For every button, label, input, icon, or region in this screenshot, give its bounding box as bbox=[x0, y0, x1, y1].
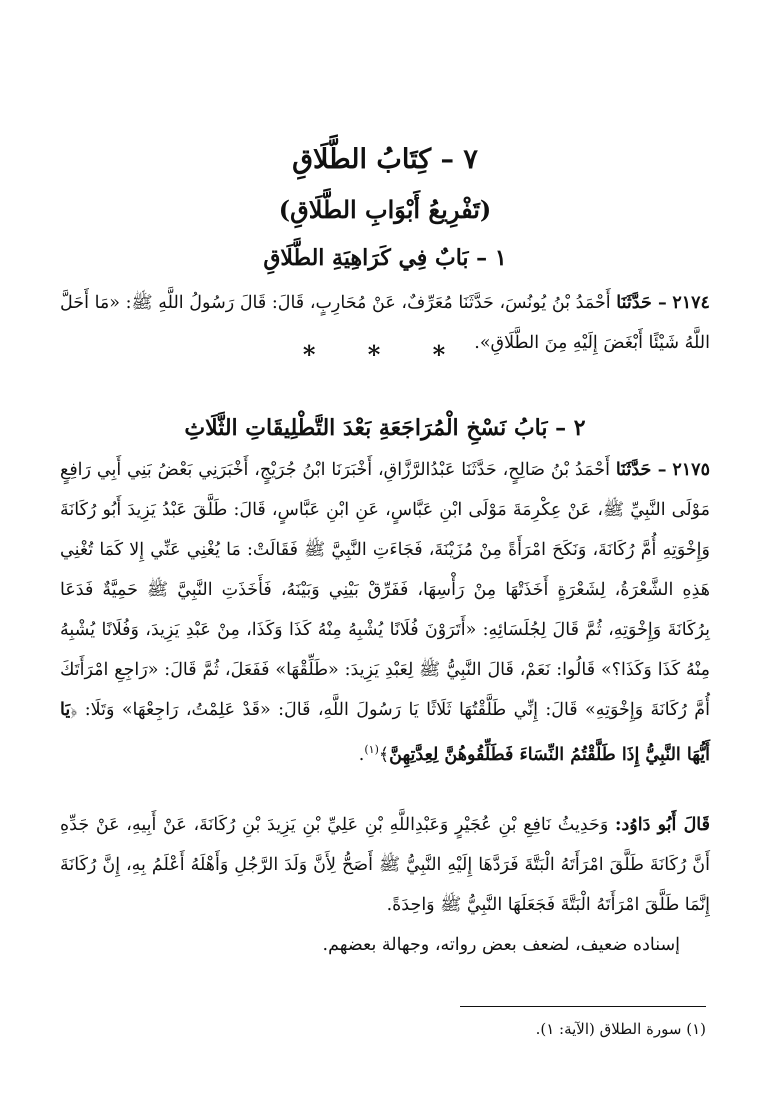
document-page bbox=[60, 0, 710, 1102]
note-text: وَحَدِيثُ نَافِعِ بْنِ عُجَيْرٍ وَعَبْدِاللَّهِ بْنِ عَلِيِّ بْنِ يَزِيدَ بْنِ رُكَانَةَ، عَنْ أَبِيهِ، عَنْ جَدِّهِ أَنَّ رُكَانَةَ طَلَّقَ امْرَأَتَهُ الْبَتَّةَ فَرَدَّهَا إِلَيْهِ النَّبِيُّ ﷺ أَصَحُّ لِأَنَّ وَلَدَ الرَّجُلِ وَأَهْلَهُ أَعْلَمُ بِهِ، إِنَّ رُكَانَةَ إِنَّمَا طَلَّقَ امْرَأَتَهُ الْبَتَّةَ فَجَعَلَهَا النَّبِيُّ ﷺ وَاحِدَةً. bbox=[60, 815, 710, 915]
verse-close-bracket: ﴾ bbox=[378, 744, 390, 765]
footnote-reference: (١) bbox=[364, 743, 379, 756]
hadith-text: أَحْمَدُ بْنُ يُونُسَ، حَدَّثَنَا مُعَرِّفٌ، عَنْ مُحَارِبٍ، قَالَ: قَالَ رَسُولُ اللَّهِ ﷺ: «مَا أَحَلَّ اللَّهُ شَيْئًا أَبْغَضَ إِلَيْهِ مِنَ الطَّلَاقِ». bbox=[60, 293, 710, 353]
sentence-end: . bbox=[358, 744, 365, 765]
isnad-grading: إسناده ضعيف، لضعف بعض رواته، وجهالة بعضهم. bbox=[322, 935, 680, 955]
section-subtitle: (تَفْرِيعُ أَبْوَابِ الطَّلَاقِ) bbox=[278, 195, 492, 224]
book-title: ٧ – كِتَابُ الطَّلَاقِ bbox=[292, 144, 478, 175]
hadith-number: ٢١٧٥ bbox=[672, 460, 710, 480]
quran-verse: يَا أَيُّهَا النَّبِيُّ إِذَا طَلَّقْتُمُ النِّسَاءَ فَطَلِّقُوهُنَّ لِعِدَّتِهِنَّ bbox=[60, 700, 710, 765]
footnote: (١) سورة الطلاق (الآية: ١). bbox=[535, 1020, 706, 1038]
hadith-lead: – حَدَّثَنَا bbox=[615, 460, 667, 480]
chapter-title-2: ٢ – بَابُ نَسْخِ الْمُرَاجَعَةِ بَعْدَ التَّطْلِيقَاتِ الثَّلَاثِ bbox=[184, 415, 586, 441]
hadith-paragraph-2 bbox=[60, 450, 710, 775]
chapter-title-1: ١ – بَابٌ فِي كَرَاهِيَةِ الطَّلَاقِ bbox=[263, 245, 507, 271]
note-lead: قَالَ أَبُو دَاوُد: bbox=[615, 815, 710, 835]
footnote-divider bbox=[460, 1006, 706, 1007]
hadith-text: أَحْمَدُ بْنُ صَالِحٍ، حَدَّثَنَا عَبْدُالرَّزَّاقِ، أَخْبَرَنَا ابْنُ جُرَيْجٍ، أَخْبَرَنِي بَعْضُ بَنِي أَبِي رَافِعٍ مَوْلَى النَّبِيِّ ﷺ، عَنْ عِكْرِمَةَ مَوْلَى ابْنِ عَبَّاسٍ، عَنِ ابْنِ عَبَّاسٍ، قَالَ: طَلَّقَ عَبْدُ يَزِيدَ أَبُو رُكَانَةَ وَإِخْوَتِهِ أُمَّ رُكَانَةَ، وَنَكَحَ امْرَأَةً مِنْ مُزَيْنَةَ، فَجَاءَتِ النَّبِيَّ ﷺ فَقَالَتْ: مَا يُغْنِي عَنِّي إِلا كَمَا تُغْنِي هَذِهِ الشَّعْرَةُ، لِشَعْرَةٍ أَخَذَتْهَا مِنْ رَأْسِهَا، فَفَرِّقْ بَيْنِي وَبَيْنَهُ، فَأَخَذَتِ النَّبِيَّ ﷺ حَمِيَّةٌ فَدَعَا بِرُكَانَةَ وَإِخْوَتِهِ، ثُمَّ قَالَ لِجُلَسَائِهِ: «أَتَرَوْنَ فُلَانًا يُشْبِهُ مِنْهُ كَذَا وَكَذَا، مِنْ عَبْدِ يَزِيدَ، وَفُلَانًا يُشْبِهُ مِنْهُ كَذَا وَكَذَا؟» قَالُوا: نَعَمْ، قَالَ النَّبِيُّ ﷺ لِعَبْدِ يَزِيدَ: «طَلِّقْهَا» فَفَعَلَ، ثُمَّ قَالَ: «رَاجِعِ امْرَأَتَكَ أُمَّ رُكَانَةَ وَإِخْوَتِهِ» قَالَ: إِنِّي طَلَّقْتُهَا ثَلَاثًا يَا رَسُولَ اللَّهِ، قَالَ: «قَدْ عَلِمْتُ، رَاجِعْهَا» وَتَلَا: ﴿ bbox=[60, 460, 710, 720]
section-separator: * * * bbox=[302, 340, 468, 369]
hadith-lead: – حَدَّثَنَا bbox=[616, 293, 667, 313]
hadith-number: ٢١٧٤ bbox=[672, 293, 710, 313]
abu-dawud-note bbox=[60, 805, 710, 925]
